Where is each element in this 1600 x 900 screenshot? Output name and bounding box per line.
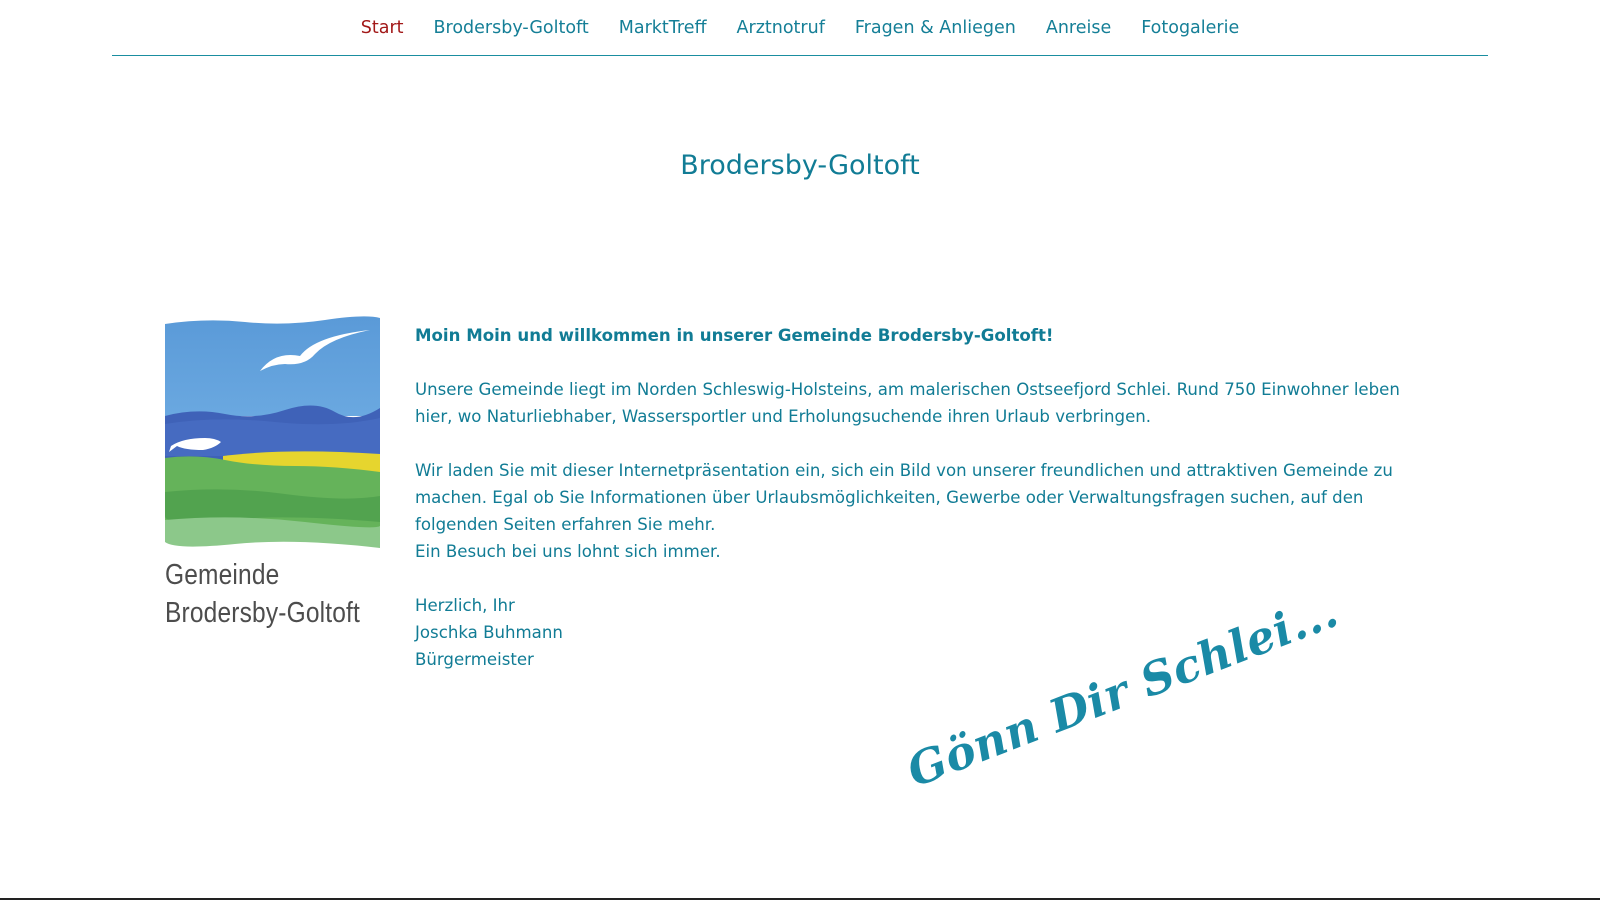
main-navigation [112,0,1488,56]
municipality-logo[interactable] [165,316,380,632]
closing-salutation: Herzlich, Ihr [415,596,515,615]
nav-item-anreise[interactable]: Anreise [1045,17,1112,38]
slogan: Gönn Dir Schlei... [900,584,1346,798]
greeting-heading: Moin Moin und willkommen in unserer Gemeinde Brodersby-Goltoft! [415,326,1054,345]
logo-line-2: Brodersby-Goltoft [165,597,361,629]
nav-item-start[interactable]: Start [360,17,404,38]
mayor-name: Joschka Buhmann [415,623,563,642]
visit-sentence: Ein Besuch bei uns lohnt sich immer. [415,542,721,561]
nav-item-fragen-anliegen[interactable]: Fragen & Anliegen [854,17,1016,38]
mayor-title: Bürgermeister [415,650,534,669]
watercolor-landscape-icon [165,316,380,554]
logo-text [165,556,361,632]
nav-item-arztnotruf[interactable]: Arztnotruf [736,17,825,38]
intro-paragraph: Unsere Gemeinde liegt im Norden Schleswig-Holsteins, am malerischen Ostseefjord Schlei. Rund 750 Einwohner leben hier, wo Naturliebhaber, Wassersportler und Erholungsuchende ihren Urlaub verbringen. [415,380,1400,426]
nav-item-markttreff[interactable]: MarktTreff [618,17,707,38]
logo-line-1: Gemeinde [165,559,280,591]
nav-item-brodersby-goltoft[interactable]: Brodersby-Goltoft [433,17,589,38]
page-title: Brodersby-Goltoft [680,150,920,181]
nav-item-fotogalerie[interactable]: Fotogalerie [1141,17,1240,38]
invitation-paragraph: Wir laden Sie mit dieser Internetpräsentation ein, sich ein Bild von unserer freundlichen und attraktiven Gemeinde zu machen. Egal ob Sie Informationen über Urlaubsmöglichkeiten, Gewerbe oder Verwaltungsfragen suchen, auf den folgenden Seiten erfahren Sie mehr. [415,461,1393,534]
